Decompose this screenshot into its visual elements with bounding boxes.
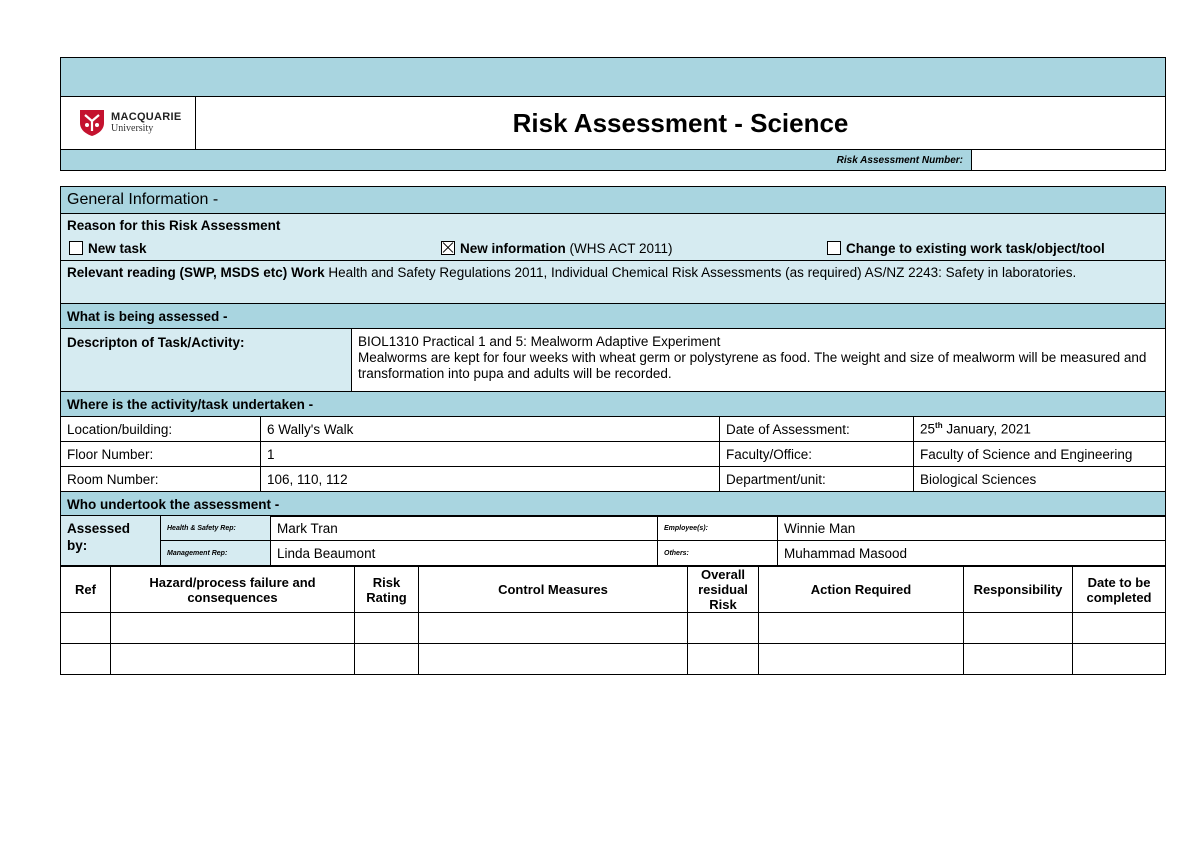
logo-cell	[61, 97, 196, 150]
what-assessed-heading: What is being assessed -	[61, 304, 1166, 329]
location-value: 6 Wally's Walk	[261, 417, 720, 442]
page-title: Risk Assessment - Science	[196, 97, 1166, 150]
new-information-checkbox-checked[interactable]	[441, 241, 455, 255]
date-value: 25th January, 2021	[914, 417, 1166, 442]
department-label: Department/unit:	[720, 467, 914, 492]
where-heading: Where is the activity/task undertaken -	[61, 392, 1166, 417]
change-existing-checkbox[interactable]	[827, 241, 841, 255]
table-row	[61, 644, 1166, 675]
reason-heading: Reason for this Risk Assessment	[61, 214, 1166, 237]
who-heading: Who undertook the assessment -	[61, 492, 1166, 517]
macquarie-logo	[79, 109, 195, 137]
option-new-information[interactable]: New information (WHS ACT 2011)	[431, 241, 819, 256]
faculty-label: Faculty/Office:	[720, 442, 914, 467]
new-task-checkbox[interactable]	[69, 241, 83, 255]
shield-logo-icon	[79, 109, 105, 137]
col-ref: Ref	[61, 567, 111, 613]
hs-rep-label: Health & Safety Rep:	[161, 516, 271, 541]
hazard-header-row	[61, 567, 1166, 613]
department-value: Biological Sciences	[914, 467, 1166, 492]
ra-number-field[interactable]	[972, 150, 1166, 171]
floor-label: Floor Number:	[61, 442, 261, 467]
room-label: Room Number:	[61, 467, 261, 492]
header-table	[60, 57, 1166, 171]
option-new-task[interactable]: New task	[61, 241, 431, 256]
room-value: 106, 110, 112	[261, 467, 720, 492]
date-label: Date of Assessment:	[720, 417, 914, 442]
table-row	[61, 613, 1166, 644]
ra-number-label: Risk Assessment Number:	[61, 150, 972, 171]
others-value: Muhammad Masood	[778, 541, 1166, 566]
location-label: Location/building:	[61, 417, 261, 442]
employee-value: Winnie Man	[778, 516, 1166, 541]
employee-label: Employee(s):	[658, 516, 778, 541]
mgmt-rep-label: Management Rep:	[161, 541, 271, 566]
hs-rep-value: Mark Tran	[271, 516, 658, 541]
logo-line1: MACQUARIE	[111, 111, 182, 123]
relevant-reading: Relevant reading (SWP, MSDS etc) Work Health and Safety Regulations 2011, Individual Chemical Risk Assessments (as required) AS/NZ 2243: Safety in laboratories.	[61, 261, 1166, 304]
description-value: BIOL1310 Practical 1 and 5: Mealworm Adaptive Experiment Mealworms are kept for four weeks with wheat germ or polystyrene as food. The weight and size of mealworm will be measured and transformation into pupa and adults will be recorded.	[352, 329, 1166, 392]
hazard-table	[60, 566, 1166, 675]
col-residual-risk: Overall residual Risk	[688, 567, 759, 613]
assessed-by-label: Assessed by:	[61, 516, 161, 566]
assessor-table	[60, 515, 1166, 566]
option-change-existing[interactable]: Change to existing work task/object/tool	[819, 241, 1165, 256]
col-responsibility: Responsibility	[964, 567, 1073, 613]
faculty-value: Faculty of Science and Engineering	[914, 442, 1166, 467]
col-date-completed: Date to be completed	[1073, 567, 1166, 613]
col-action-required: Action Required	[759, 567, 964, 613]
col-hazard: Hazard/process failure and consequences	[111, 567, 355, 613]
header-top-band	[61, 58, 1166, 97]
col-control-measures: Control Measures	[419, 567, 688, 613]
mgmt-rep-value: Linda Beaumont	[271, 541, 658, 566]
general-info-heading: General Information -	[61, 187, 1166, 214]
col-risk-rating: Risk Rating	[355, 567, 419, 613]
others-label: Others:	[658, 541, 778, 566]
description-label: Descripton of Task/Activity:	[61, 329, 352, 392]
floor-value: 1	[261, 442, 720, 467]
relevant-reading-text: Health and Safety Regulations 2011, Individual Chemical Risk Assessments (as required) AS/NZ 2243: Safety in laboratories.	[328, 265, 1077, 280]
logo-line2: University	[111, 123, 154, 134]
general-info-table	[60, 186, 1166, 517]
